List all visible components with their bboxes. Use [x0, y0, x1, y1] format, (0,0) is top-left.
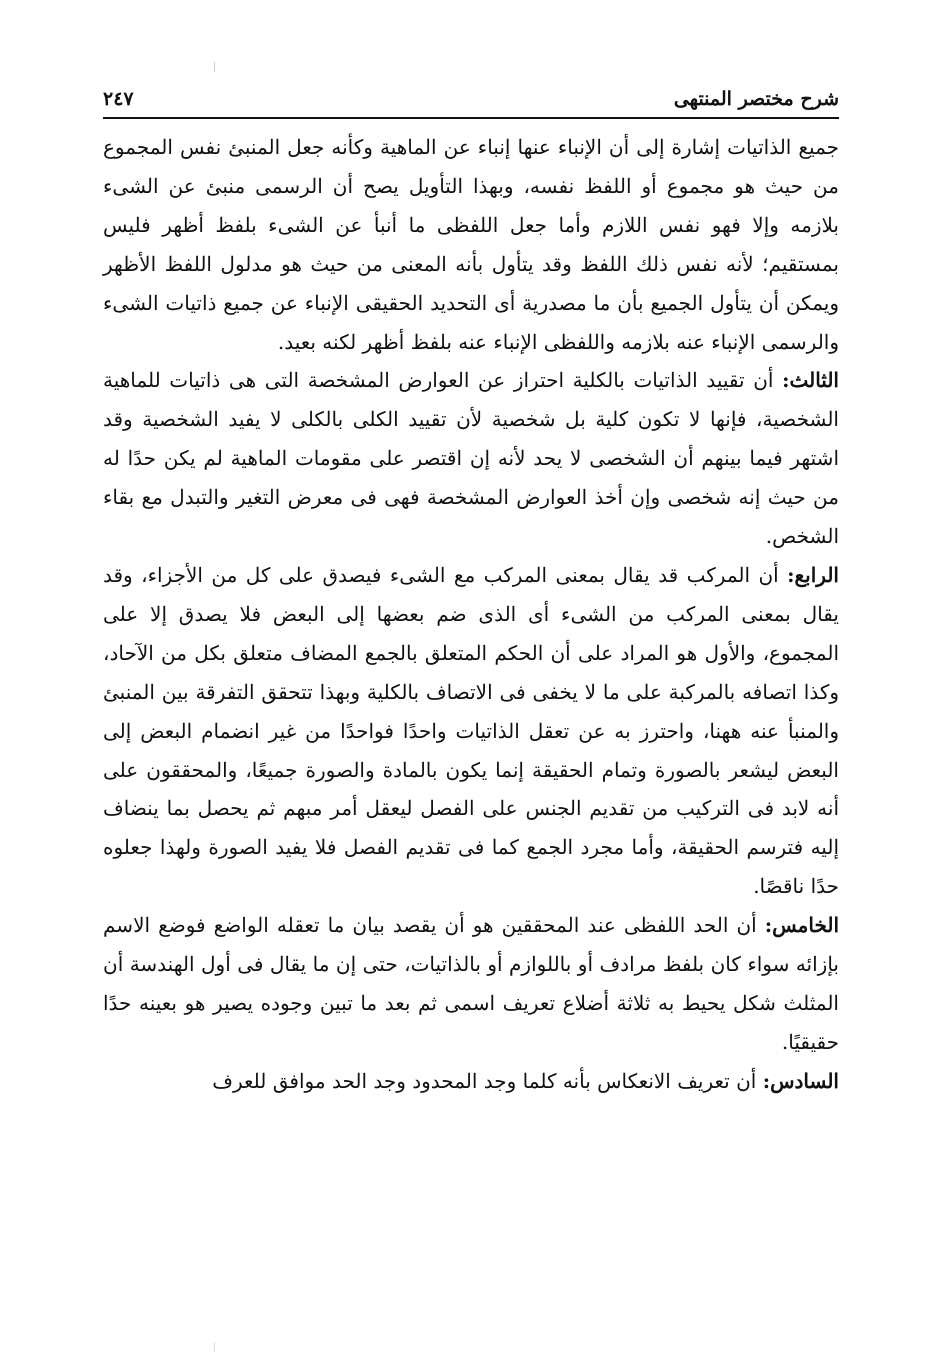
paragraph-text: أن المركب قد يقال بمعنى المركب مع الشىء فيصدق على كل من الأجزاء، وقد يقال بمعنى المركب من الشىء أى الذى ضم بعضها إلى البعض فلا يصدق إلا على المجموع، والأول هو المراد على أن الحكم المتعلق بالجمع المضاف متعلق بكل من الآحاد، وكذا اتصافه بالمركبة على ما لا يخفى فى الاتصاف بالكلية وبهذا تتحقق التفرقة بين المنبئ والمنبأ عنه ههنا، واحترز به عن تعقل الذاتيات واحدًا فواحدًا من غير انضمام البعض إلى البعض ليشعر بالصورة وتمام الحقيقة إنما يكون بالمادة والصورة جميعًا، والمحققون على أنه لابد فى التركيب من تقديم الجنس على الفصل ليعقل أمر مبهم ثم يحصل بما ينضاف إليه فترسم الحقيقة، وأما مجرد الجمع كما فى تقديم الفصل فلا يفيد الصورة ولهذا جعلوه حدًا ناقصًا.	[103, 562, 839, 899]
paragraph-4	[103, 906, 839, 1062]
page-header	[103, 84, 839, 118]
paragraph-text: أن الحد اللفظى عند المحققين هو أن يقصد بيان ما تعقله الواضع فوضع الاسم بإزائه سواء كان بلفظ مرادف أو باللوازم أو بالذاتيات، حتى إن ما يقال فى أول الهندسة أن المثلث شكل يحيط به ثلاثة أضلاع تعريف اسمى ثم بعد ما تبين وجوده يصير هو بعينه حدًا حقيقيًا.	[103, 913, 839, 1054]
paragraph-3	[103, 556, 839, 906]
paragraph-lead-third: الثالث:	[782, 368, 839, 393]
paragraph-1	[103, 128, 839, 361]
header-rule	[103, 117, 839, 119]
paragraph-text: أن تقييد الذاتيات بالكلية احتراز عن العوارض المشخصة التى هى ذاتيات للماهية الشخصية، فإنها لا تكون كلية بل شخصية لأن تقييد الكلى بالكلى لا يفيد الشخصية وقد اشتهر فيما بينهم أن الشخصى لا يحد لأنه إن اقتصر على مقومات الماهية لم يكن حدًا له من حيث إنه شخصى وإن أخذ العوارض المشخصة فهى فى معرض التغير والتبدل مع بقاء الشخص.	[103, 368, 839, 549]
body-text	[103, 128, 839, 1101]
paragraph-lead-fifth: الخامس:	[764, 913, 839, 938]
paragraph-lead-fourth: الرابع:	[787, 562, 839, 587]
paragraph-5	[103, 1062, 839, 1101]
paragraph-text: أن تعريف الانعكاس بأنه كلما وجد المحدود وجد الحد موافق للعرف	[212, 1068, 763, 1093]
page-number: ٢٤٧	[103, 88, 134, 110]
paragraph-text: جميع الذاتيات إشارة إلى أن الإنباء عنها إنباء عن الماهية وكأنه جعل المنبئ نفس المجموع من حيث هو مجموع أو اللفظ نفسه، وبهذا التأويل يصح أن الرسمى منبئ عن الشىء بلازمه وإلا فهو نفس اللازم وأما جعل اللفظى ما أنبأ عن الشىء بلفظ أظهر فليس بمستقيم؛ لأنه نفس ذلك اللفظ وقد يتأول بأنه المعنى من حيث هو مدلول اللفظ الأظهر ويمكن أن يتأول الجميع بأن ما مصدرية أى التحديد الحقيقى الإنباء عن جميع ذاتيات الشىء والرسمى الإنباء عنه بلازمه واللفظى الإنباء عنه بلفظ أظهر لكنه بعيد.	[103, 135, 839, 354]
bottom-margin-mark	[214, 1342, 215, 1352]
paragraph-lead-sixth: السادس:	[762, 1068, 839, 1093]
top-margin-mark	[214, 62, 215, 72]
paragraph-2	[103, 361, 839, 556]
running-title: شرح مختصر المنتهى	[673, 88, 839, 110]
